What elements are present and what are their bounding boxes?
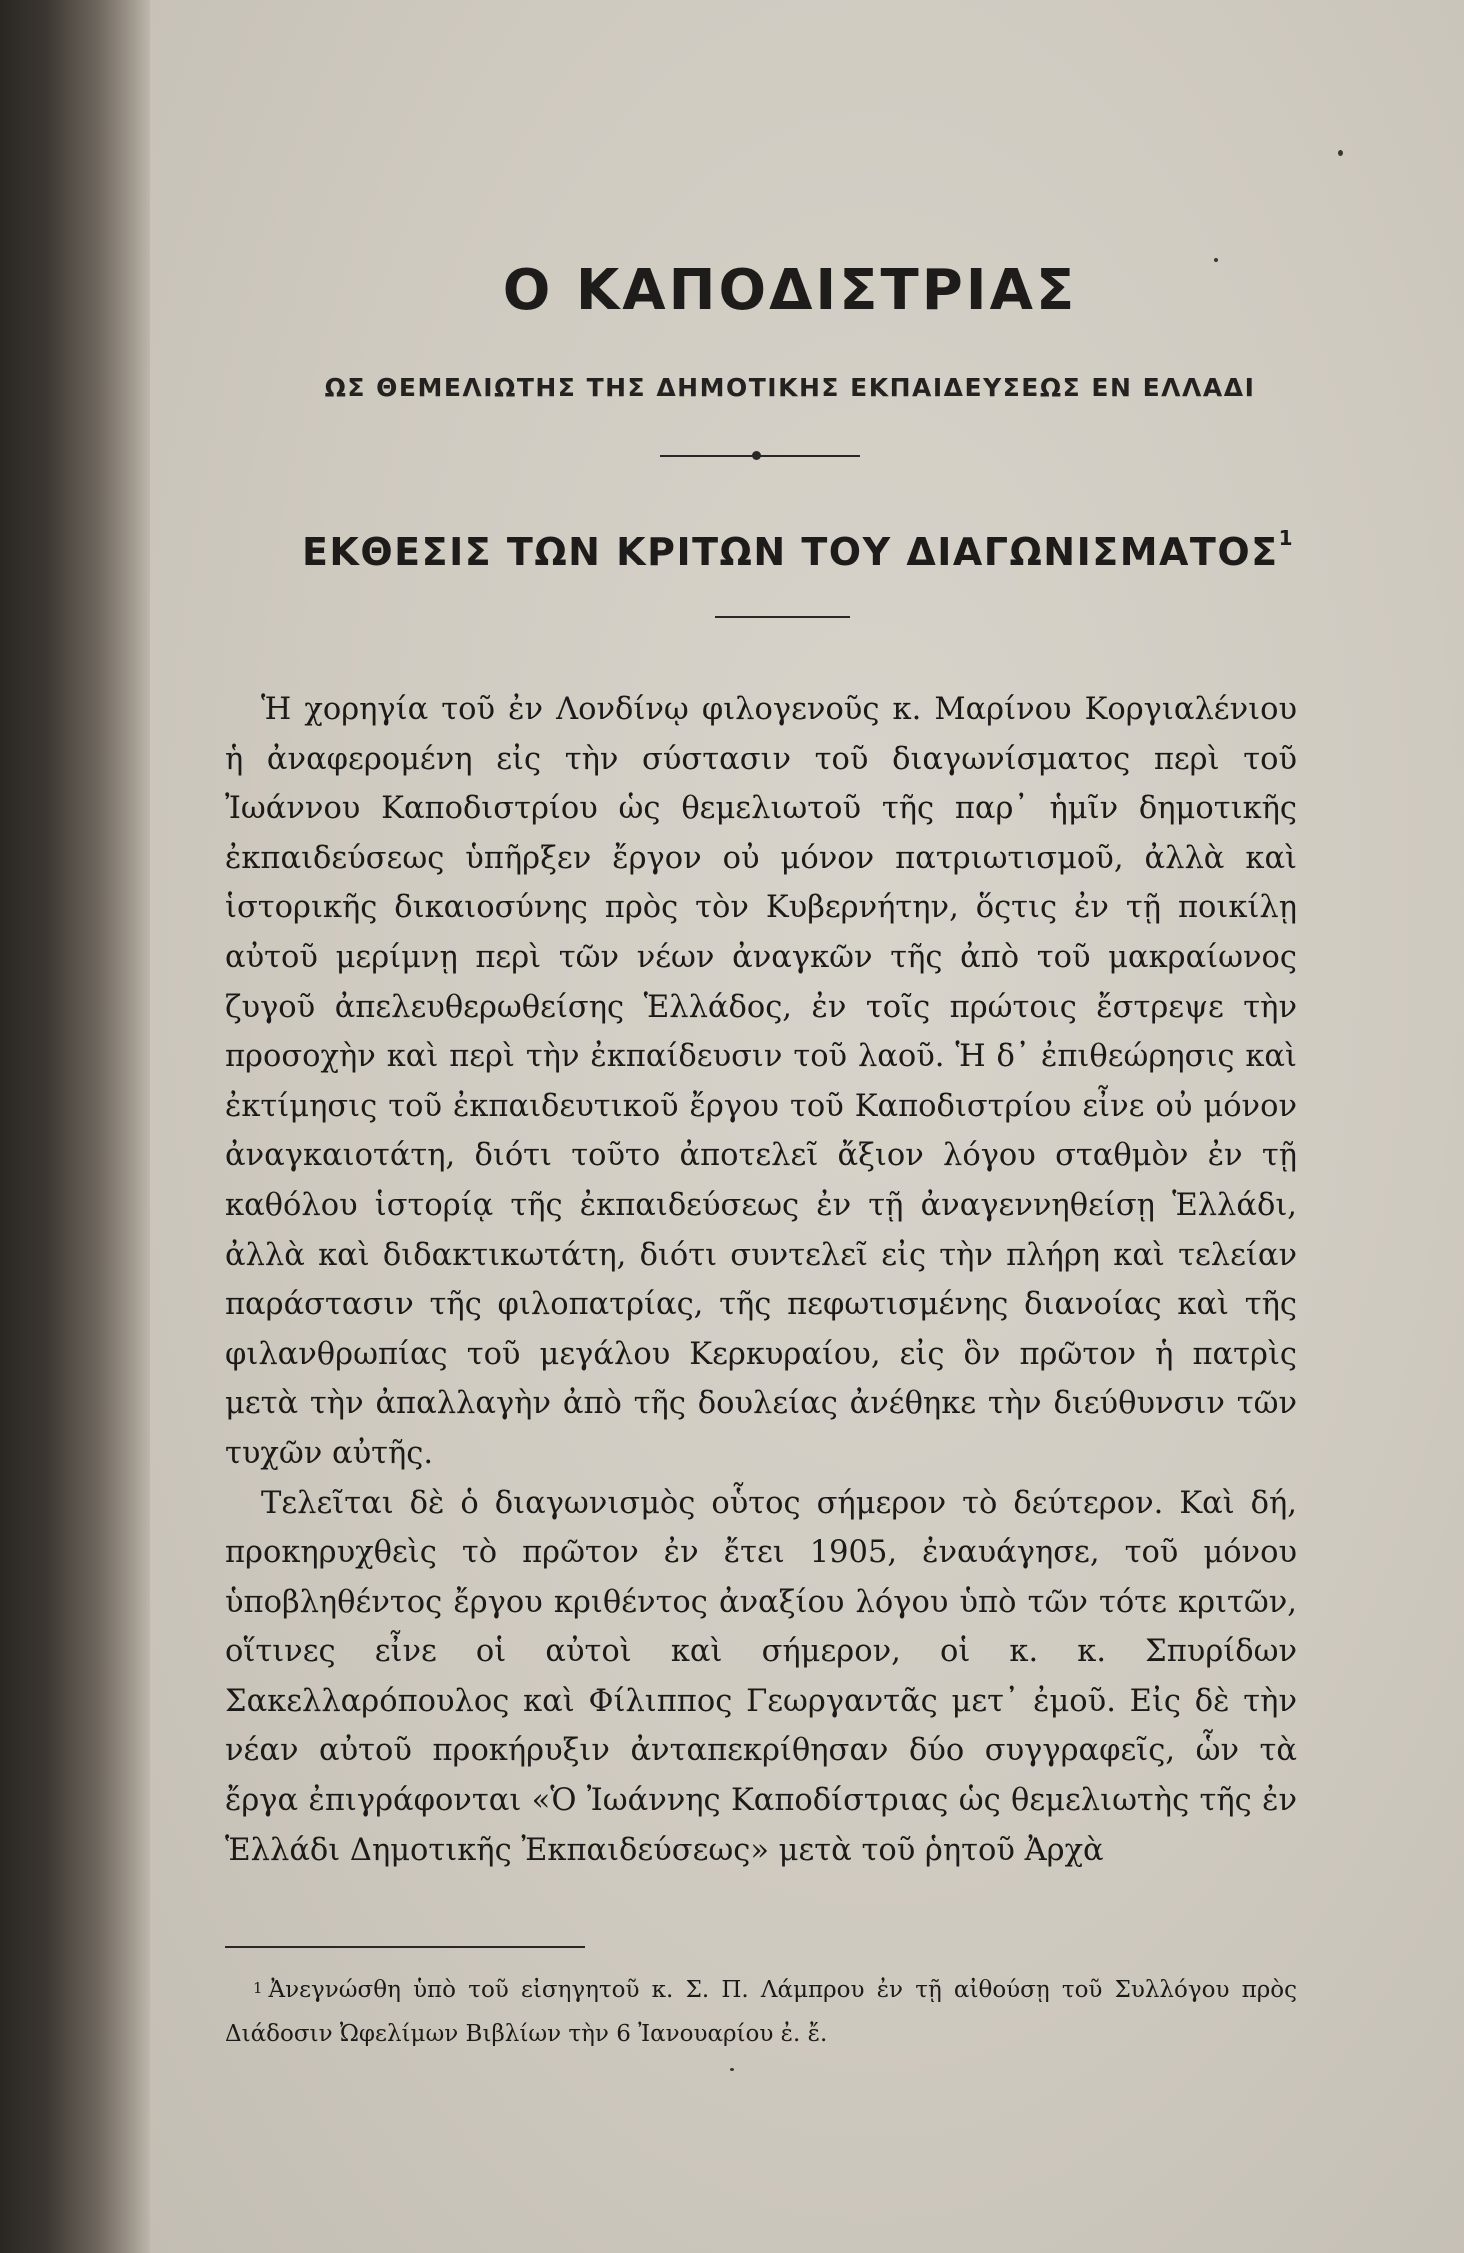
footnote-mark: 1 [253, 1979, 263, 1997]
body-text [225, 685, 1297, 1875]
footnote [225, 1968, 1297, 2056]
paper-speck [1338, 150, 1343, 156]
document-subtitle: ΩΣ ΘΕΜΕΛΙΩΤΗΣ ΤΗΣ ΔΗΜΟΤΙΚΗΣ ΕΚΠΑΙΔΕΥΣΕΩΣ ΕΝ ΕΛΛΑΔΙ [324, 373, 1256, 402]
heading-footnote-mark: 1 [1278, 526, 1295, 550]
paragraph-1: Ἡ χορηγία τοῦ ἐν Λονδίνῳ φιλογενοῦς κ. Μαρίνου Κοργιαλένιου ἡ ἀναφερομένη εἰς τὴν σύστασιν τοῦ διαγωνίσματος περὶ τοῦ Ἰωάννου Καποδιστρίου ὡς θεμελιωτοῦ τῆς παρ᾽ ἡμῖν δημοτικῆς ἐκπαιδεύσεως ὑπῆρξεν ἔργον οὐ μόνον πατριωτισμοῦ, ἀλλὰ καὶ ἱστορικῆς δικαιοσύνης πρὸς τὸν Κυβερνήτην, ὅςτις ἐν τῇ ποικίλῃ αὐτοῦ μερίμνῃ περὶ τῶν νέων ἀναγκῶν τῆς ἀπὸ τοῦ μακραίωνος ζυγοῦ ἀπελευθερωθείσης Ἑλλάδος, ἐν τοῖς πρώτοις ἔστρεψε τὴν προσοχὴν καὶ περὶ τὴν ἐκπαίδευσιν τοῦ λαοῦ. Ἡ δ᾽ ἐπιθεώρησις καὶ ἐκτίμησις τοῦ ἐκπαιδευτικοῦ ἔργου τοῦ Καποδιστρίου εἶνε οὐ μόνον ἀναγκαιοτάτη, διότι τοῦτο ἀποτελεῖ ἄξιον λόγου σταθμὸν ἐν τῇ καθόλου ἱστορίᾳ τῆς ἐκπαιδεύσεως ἐν τῇ ἀναγεννηθείσῃ Ἑλλάδι, ἀλλὰ καὶ διδακτικωτάτη, διότι συντελεῖ εἰς τὴν πλήρη καὶ τελείαν παράστασιν τῆς φιλοπατρίας, τῆς πεφωτισμένης διανοίας καὶ τῆς φιλανθρωπίας τοῦ μεγάλου Κερκυραίου, εἰς ὃν πρῶτον ἡ πατρὶς μετὰ τὴν ἀπαλλαγὴν ἀπὸ τῆς δουλείας ἀνέθηκε τὴν διεύθυνσιν τῶν τυχῶν αὐτῆς. [225, 692, 1297, 1471]
paper-speck [730, 2068, 734, 2071]
section-divider [715, 616, 850, 618]
section-heading-text: ΕΚΘΕΣΙΣ ΤΩΝ ΚΡΙΤΩΝ ΤΟΥ ΔΙΑΓΩΝΙΣΜΑΤΟΣ [301, 530, 1279, 574]
footnote-divider [225, 1946, 585, 1948]
paragraph-2: Τελεῖται δὲ ὁ διαγωνισμὸς οὗτος σήμερον τὸ δεύτερον. Καὶ δή, προκηρυχθεὶς τὸ πρῶτον ἐν ἔτει 1905, ἐναυάγησε, τοῦ μόνου ὑποβληθέντος ἔργου κριθέντος ἀναξίου λόγου ὑπὸ τῶν τότε κριτῶν, οἵτινες εἶνε οἱ αὐτοὶ καὶ σήμερον, οἱ κ. κ. Σπυρίδων Σακελλαρόπουλος καὶ Φίλιππος Γεωργαντᾶς μετ᾽ ἐμοῦ. Εἰς δὲ τὴν νέαν αὐτοῦ προκήρυξιν ἀνταπεκρίθησαν δύο συγγραφεῖς, ὧν τὰ ἔργα ἐπιγράφονται «Ὁ Ἰωάννης Καποδίστριας ὡς θεμελιωτὴς τῆς ἐν Ἑλλάδι Δημοτικῆς Ἐκπαιδεύσεως» μετὰ τοῦ ῥητοῦ Ἀρχὰ [225, 1485, 1297, 1868]
divider-dot [752, 451, 761, 460]
footnote-text: Ἀνεγνώσθη ὑπὸ τοῦ εἰσηγητοῦ κ. Σ. Π. Λάμπρου ἐν τῇ αἰθούσῃ τοῦ Συλλόγου πρὸς Διάδοσιν Ὠφελίμων Βιβλίων τὴν 6 Ἰανουαρίου ἐ. ἔ. [225, 1977, 1297, 2047]
section-heading [150, 526, 1446, 574]
book-spine-gutter [0, 0, 150, 2253]
document-title: Ο ΚΑΠΟΔΙΣΤΡΙΑΣ [502, 258, 1078, 323]
